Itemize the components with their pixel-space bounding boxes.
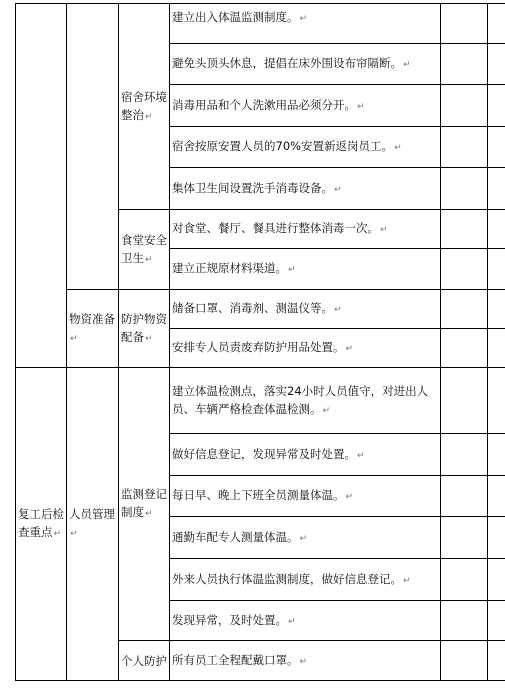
subgroup-cell <box>67 290 119 368</box>
empty-cell <box>488 127 505 168</box>
paragraph-mark: ↵ <box>345 344 354 354</box>
paragraph-mark: ↵ <box>299 656 308 667</box>
item-text: 建立体温检测点，落实24小时人员值守，对进出人员、车辆严格检查体温检测。 <box>172 383 429 416</box>
empty-cell <box>488 168 505 210</box>
subgroup-label: 物资准备 <box>69 311 115 326</box>
paragraph-mark: ↵ <box>53 529 62 539</box>
item-text: 避免头顶头休息，提倡在床外围设布帘隔断。 <box>172 56 402 70</box>
paragraph-mark: ↵ <box>334 305 342 315</box>
item-text: 所有员工全程配戴口罩。 <box>172 652 299 667</box>
item-cell <box>170 476 441 517</box>
empty-cell <box>488 641 505 681</box>
section-label: 个人防护 <box>121 653 167 668</box>
item-text: 储备口罩、消毒剂、测温仪等。 <box>172 301 333 315</box>
paragraph-mark: ↵ <box>380 225 388 235</box>
item-cell <box>170 601 441 641</box>
section-cell <box>119 290 170 368</box>
item-cell <box>170 368 441 434</box>
section-cell <box>119 368 170 641</box>
empty-cell <box>488 559 505 601</box>
empty-cell <box>441 434 488 476</box>
item-cell <box>170 4 441 44</box>
item-text: 消毒用品和个人洗漱用品必须分开。 <box>172 97 356 112</box>
paragraph-mark: ↵ <box>394 143 402 153</box>
empty-cell <box>441 127 488 168</box>
paragraph-mark: ↵ <box>345 492 354 502</box>
item-cell <box>170 44 441 85</box>
empty-cell <box>441 44 488 85</box>
section-cell <box>119 4 170 210</box>
empty-cell <box>441 85 488 127</box>
paragraph-mark: ↵ <box>145 111 153 122</box>
item-cell <box>170 434 441 476</box>
empty-cell <box>441 290 488 329</box>
empty-cell <box>441 249 488 290</box>
item-cell <box>170 641 441 681</box>
category-label: 复工后检查重点 <box>18 507 64 539</box>
table-row <box>16 368 505 434</box>
empty-cell <box>441 559 488 601</box>
item-text: 外来人员执行体温监测制度，做好信息登记。 <box>172 571 402 586</box>
empty-cell <box>488 601 505 641</box>
inspection-table <box>15 3 505 681</box>
empty-cell <box>488 329 505 368</box>
item-cell <box>170 559 441 601</box>
subgroup-label: 人员管理 <box>69 507 115 521</box>
empty-cell <box>488 434 505 476</box>
item-text: 建立正规原材料渠道。 <box>172 261 287 275</box>
table-row <box>16 290 505 329</box>
paragraph-mark: ↵ <box>145 509 153 519</box>
item-cell <box>170 329 441 368</box>
item-cell <box>170 517 441 559</box>
paragraph-mark: ↵ <box>357 450 365 461</box>
paragraph-mark: ↵ <box>299 14 308 24</box>
empty-cell <box>441 476 488 517</box>
empty-cell <box>441 4 488 44</box>
empty-cell <box>488 290 505 329</box>
section-label: 防护物资配备 <box>121 311 167 344</box>
item-text: 宿舍按原安置人员的70%安置新返岗员工。 <box>172 139 394 153</box>
category-cell <box>16 368 67 681</box>
empty-cell <box>488 517 505 559</box>
empty-cell <box>488 4 505 44</box>
section-cell <box>119 210 170 290</box>
section-label: 宿舍环境整治 <box>121 89 167 122</box>
item-cell <box>170 85 441 127</box>
empty-cell <box>441 210 488 249</box>
item-text: 安排专人员责废弃防护用品处置。 <box>172 340 345 354</box>
item-cell <box>170 127 441 168</box>
paragraph-mark: ↵ <box>70 529 78 539</box>
empty-cell <box>441 517 488 559</box>
paragraph-mark: ↵ <box>145 333 153 344</box>
empty-cell <box>441 368 488 434</box>
paragraph-mark: ↵ <box>288 265 296 275</box>
section-label: 监测登记制度 <box>121 487 167 519</box>
table-row <box>16 4 505 44</box>
paragraph-mark: ↵ <box>145 254 153 265</box>
item-cell <box>170 210 441 249</box>
item-text: 发现异常，及时处置。 <box>172 612 287 627</box>
subgroup-cell <box>67 368 119 681</box>
empty-cell <box>488 249 505 290</box>
paragraph-mark: ↵ <box>299 533 308 544</box>
empty-cell <box>488 476 505 517</box>
item-cell <box>170 168 441 210</box>
item-text: 每日早、晚上下班全员测量体温。 <box>172 488 345 502</box>
empty-cell <box>488 368 505 434</box>
paragraph-mark: ↵ <box>70 333 78 344</box>
item-text: 集体卫生间设置洗手消毒设备。 <box>172 180 333 195</box>
empty-cell <box>488 210 505 249</box>
item-text: 建立出入体温监测制度。 <box>172 10 299 24</box>
empty-cell <box>488 85 505 127</box>
section-label: 食堂安全卫生 <box>121 232 167 265</box>
item-text: 对食堂、餐厅、餐具进行整体消毒一次。 <box>172 221 379 235</box>
paragraph-mark: ↵ <box>288 616 296 627</box>
empty-cell <box>488 44 505 85</box>
item-text: 做好信息登记，发现异常及时处置。 <box>172 446 356 461</box>
subgroup-cell <box>67 4 119 290</box>
paragraph-mark: ↵ <box>357 101 365 112</box>
section-cell <box>119 641 170 681</box>
empty-cell <box>441 329 488 368</box>
item-text: 通勤车配专人测量体温。 <box>172 529 299 544</box>
paragraph-mark: ↵ <box>403 60 411 70</box>
paragraph-mark: ↵ <box>403 575 411 586</box>
paragraph-mark: ↵ <box>334 184 342 195</box>
item-cell <box>170 290 441 329</box>
category-cell <box>16 4 67 368</box>
empty-cell <box>441 601 488 641</box>
item-cell <box>170 249 441 290</box>
paragraph-mark: ↵ <box>322 405 331 416</box>
empty-cell <box>441 168 488 210</box>
empty-cell <box>441 641 488 681</box>
